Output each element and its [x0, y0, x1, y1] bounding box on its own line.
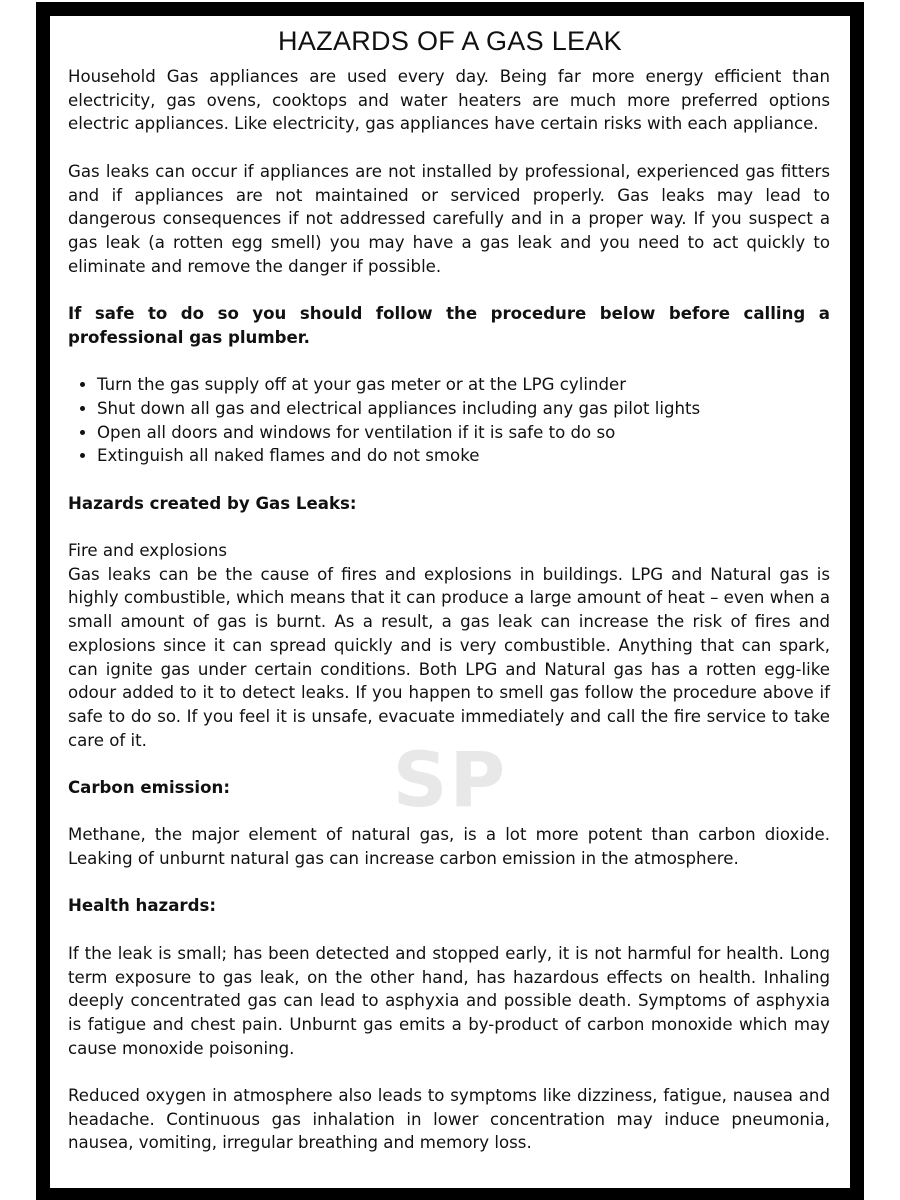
- procedure-step-1: • Turn the gas supply off at your gas meter or at the LPG cylinder: [97, 373, 830, 397]
- intro-paragraph-2: Gas leaks can occur if appliances are not installed by professional, experienced gas fitters and if appliances are not maintained or serviced properly. Gas leaks may lead to dangerous consequences if not addressed carefully and in a proper way. If you suspect a gas leak (a rotten egg smell) you may have a gas leak and you need to act quickly to eliminate and remove the danger if possible.: [68, 161, 830, 276]
- procedure-step-2: • Shut down all gas and electrical appliances including any gas pilot lights: [97, 397, 830, 421]
- hazards-heading: Hazards created by Gas Leaks:: [68, 493, 357, 513]
- health-paragraph-1: If the leak is small; has been detected and stopped early, it is not harmful for health. Long term exposure to gas leak, on the other hand, has hazardous effects on health. Inhaling deeply concentrated gas can lead to asphyxia and possible death. Symptoms of asphyxia is fatigue and chest pain. Unburnt gas emits a by-product of carbon monoxide which may cause monoxide poisoning.: [68, 943, 830, 1058]
- page-title: HAZARDS OF A GAS LEAK: [278, 26, 622, 56]
- health-paragraph-2: Reduced oxygen in atmosphere also leads to symptoms like dizziness, fatigue, nausea and headache. Continuous gas inhalation in lower concentration may induce pneumonia, nausea, vomiting, irregular breathing and memory loss.: [68, 1086, 830, 1153]
- fire-paragraph: Gas leaks can be the cause of fires and explosions in buildings. LPG and Natural gas is highly combustible, which means that it can produce a large amount of heat – even when a small amount of gas is burnt. As a result, a gas leak can increase the risk of fires and explosions since it can spread quickly and is very combustible. Anything that can spark, can ignite gas under certain conditions. Both LPG and Natural gas has a rotten egg-like odour added to it to detect leaks. If you happen to smell gas follow the procedure above if safe to do so. If you feel it is unsafe, evacuate immediately and call the fire service to take care of it.: [68, 564, 830, 750]
- watermark: SP: [392, 735, 508, 824]
- procedure-list: [68, 373, 830, 468]
- procedure-step-4: • Extinguish all naked flames and do not smoke: [97, 444, 830, 468]
- health-heading: Health hazards:: [68, 896, 216, 916]
- carbon-heading: Carbon emission:: [68, 778, 230, 797]
- procedure-step-3: • Open all doors and windows for ventilation if it is safe to do so: [97, 421, 830, 445]
- document-body: [68, 65, 830, 1179]
- fire-subheading: Fire and explosions: [68, 540, 227, 560]
- carbon-paragraph: Methane, the major element of natural gas, is a lot more potent than carbon dioxide. Leaking of unburnt natural gas can increase carbon emission in the atmosphere.: [68, 825, 830, 869]
- procedure-heading: If safe to do so you should follow the procedure below before calling a professional gas plumber.: [68, 304, 830, 347]
- intro-paragraph-1: Household Gas appliances are used every day. Being far more energy efficient than electricity, gas ovens, cooktops and water heaters are much more preferred options electric appliances. Like electricity, gas appliances have certain risks with each appliance.: [68, 67, 830, 134]
